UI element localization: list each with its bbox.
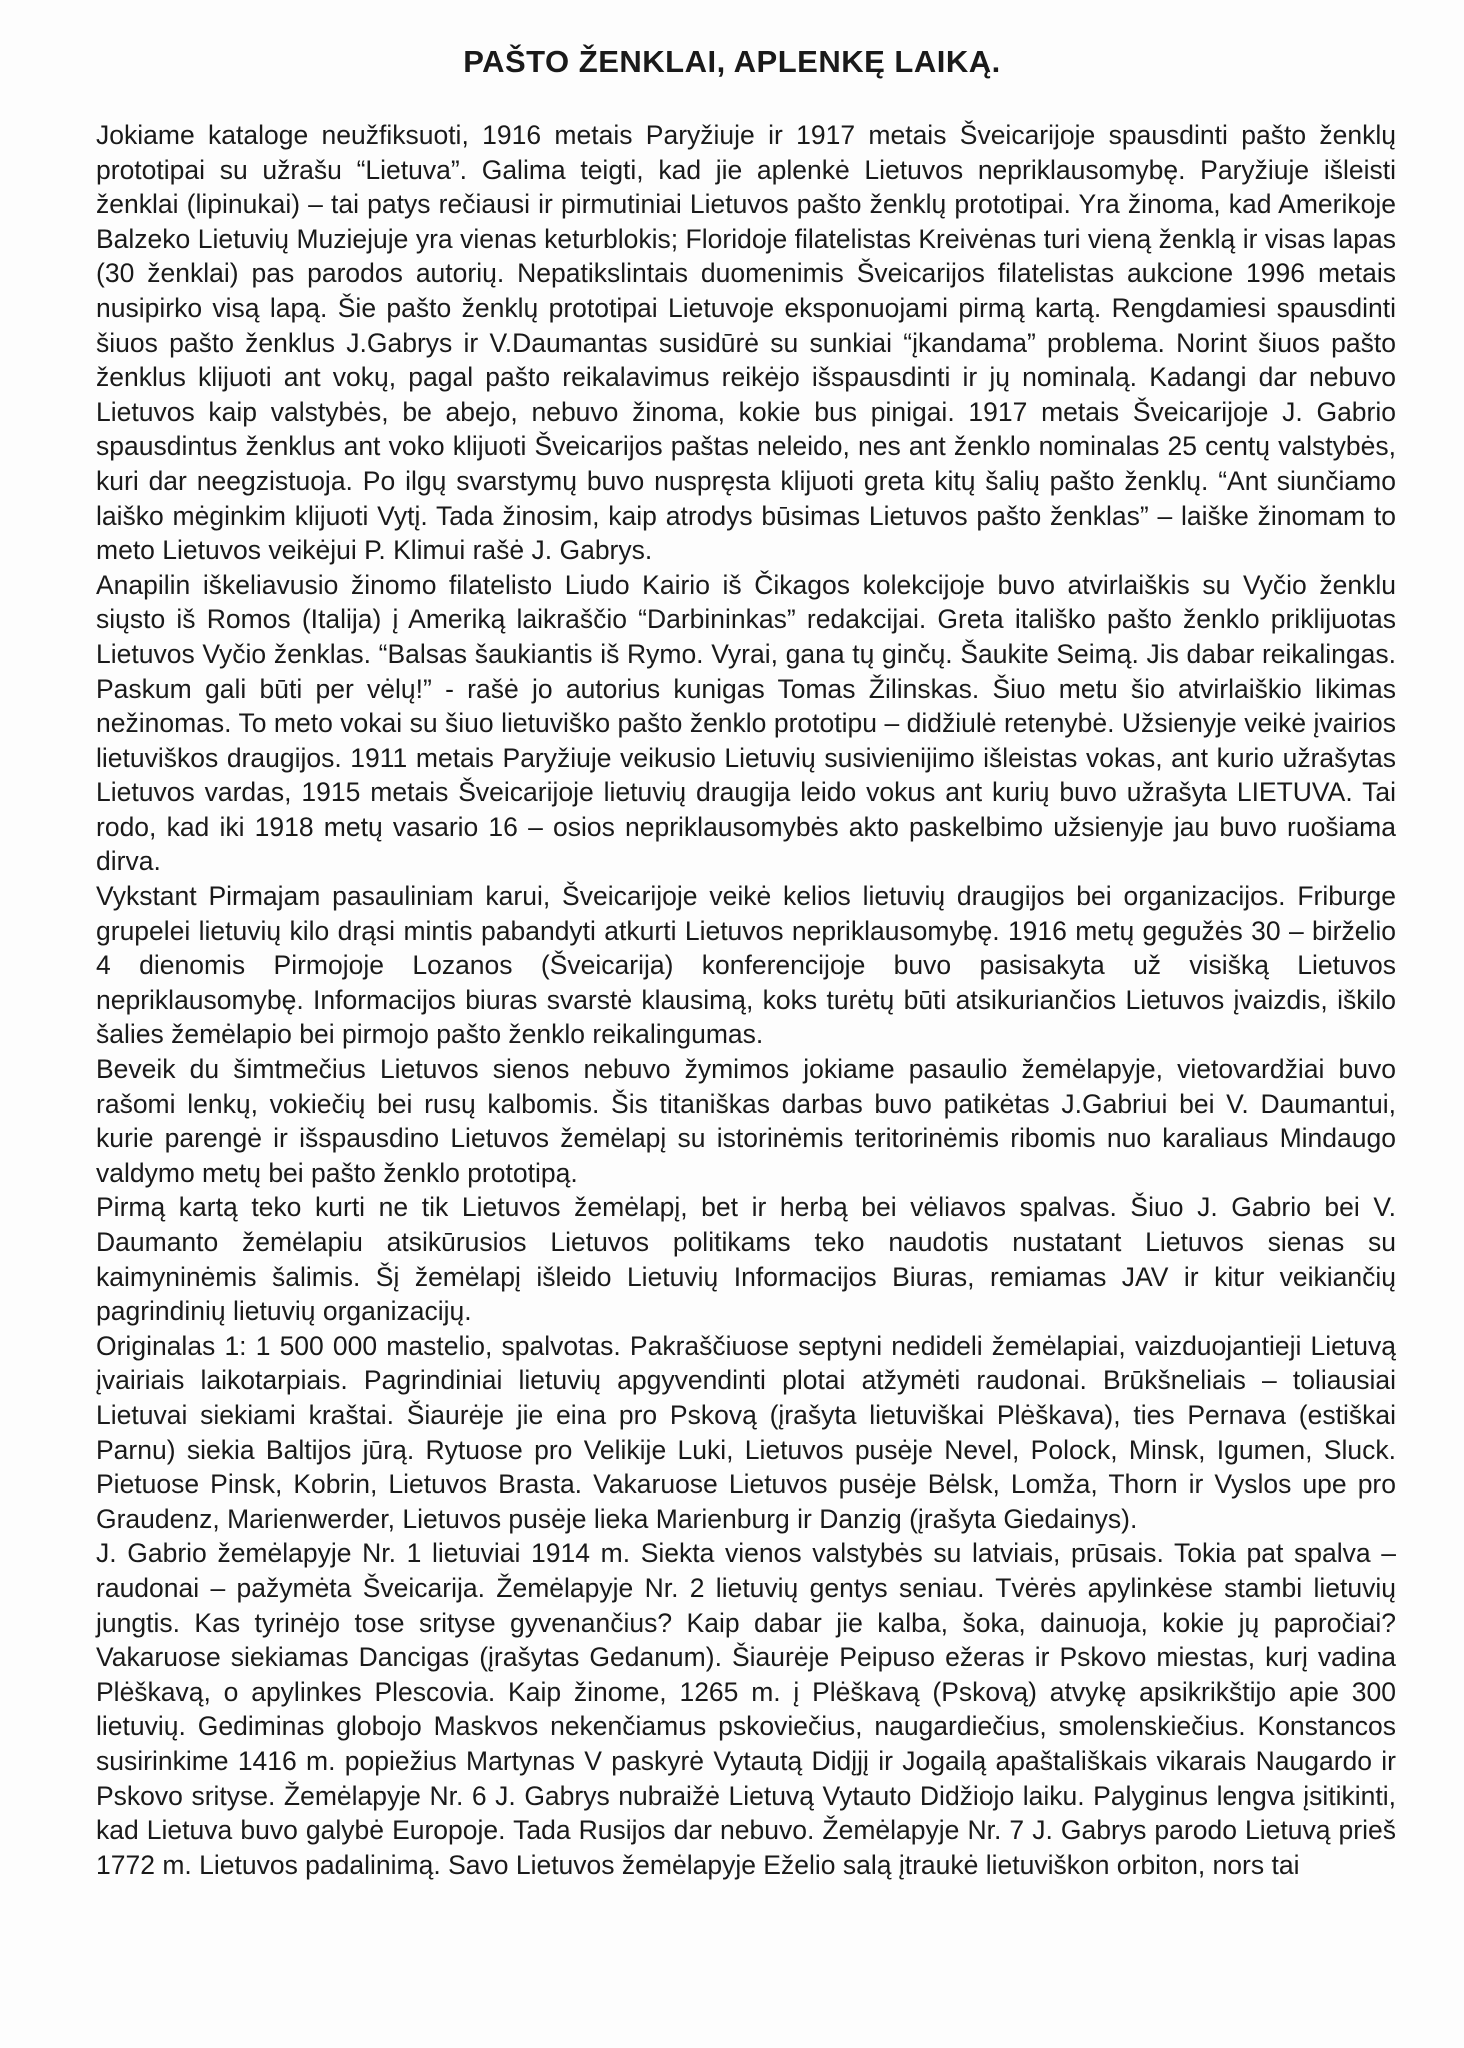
paragraph-6: Originalas 1: 1 500 000 mastelio, spalvotas. Pakraščiuose septyni nedideli žemėlapiai, vaizduojantieji Lietuvą įvairiais laikotarpiais. Pagrindiniai lietuvių apgyvendinti plotai atžymėti raudonai. Brūkšneliais – toliausiai Lietuvai siekiami kraštai. Šiaurėje jie eina pro Pskovą (įrašyta lietuviškai Plėškava), ties Pernava (estiškai Parnu) siekia Baltijos jūrą. Rytuose pro Velikije Luki, Lietuvos pusėje Nevel, Polock, Minsk, Igumen, Sluck. Pietuose Pinsk, Kobrin, Lietuvos Brasta. Vakaruose Lietuvos pusėje Bėlsk, Lomža, Thorn ir Vyslos upe pro Graudenz, Marienwerder, Lietuvos pusėje lieka Marienburg ir Danzig (įrašyta Giedainys). — [96, 1330, 1396, 1534]
paragraph-1: Jokiame kataloge neužfiksuoti, 1916 metais Paryžiuje ir 1917 metais Šveicarijoje spausdinti pašto ženklų prototipai su užrašu “Lietuva”. Galima teigti, kad jie aplenkė Lietuvos nepriklausomybę. Paryžiuje išleisti ženklai (lipinukai) – tai patys rečiausi ir pirmutiniai Lietuvos pašto ženklų prototipai. Yra žinoma, kad Amerikoje Balzeko Lietuvių Muziejuje yra vienas keturblokis; Floridoje filatelistas Kreivėnas turi vieną ženklą ir visas lapas (30 ženklai) pas parodos autorių. Nepatikslintais duomenimis Šveicarijos filatelistas aukcione 1996 metais nusipirko visą lapą. Šie pašto ženklų prototipai Lietuvoje eksponuojami pirmą kartą. Rengdamiesi spausdinti šiuos pašto ženklus J.Gabrys ir V.Daumantas susidūrė su sunkiai “įkandama” problema. Norint šiuos pašto ženklus klijuoti ant vokų, pagal pašto reikalavimus reikėjo išspausdinti ir jų nominalą. Kadangi dar nebuvo Lietuvos kaip valstybės, be abejo, nebuvo žinoma, kokie bus pinigai. 1917 metais Šveicarijoje J. Gabrio spausdintus ženklus ant voko klijuoti Šveicarijos paštas neleido, nes ant ženklo nominalas 25 centų valstybės, kuri dar neegzistuoja. Po ilgų svarstymų buvo nuspręsta klijuoti greta kitų šalių pašto ženklų. “Ant siunčiamo laiško mėginkim klijuoti Vytį. Tada žinosim, kaip atrodys būsimas Lietuvos pašto ženklas” – laiške žinomam to meto Lietuvos veikėjui P. Klimui rašė J. Gabrys. — [96, 120, 1396, 566]
page-title: PAŠTO ŽENKLAI, APLENKĘ LAIKĄ. — [463, 44, 1001, 79]
paragraph-4: Beveik du šimtmečius Lietuvos sienos nebuvo žymimos jokiame pasaulio žemėlapyje, vietovardžiai buvo rašomi lenkų, vokiečių bei rusų kalbomis. Šis titaniškas darbas buvo patikėtas J.Gabriui bei V. Daumantui, kurie parengė ir išspausdino Lietuvos žemėlapį su istorinėmis teritorinėmis ribomis nuo karaliaus Mindaugo valdymo metų bei pašto ženklo prototipą. — [96, 1054, 1396, 1188]
paragraph-7: J. Gabrio žemėlapyje Nr. 1 lietuviai 1914 m. Siekta vienos valstybės su latviais, prūsais. Tokia pat spalva – raudonai – pažymėta Šveicarija. Žemėlapyje Nr. 2 lietuvių gentys seniau. Tvėrės apylinkėse stambi lietuvių jungtis. Kas tyrinėjo tose srityse gyvenančius? Kaip dabar jie kalba, šoka, dainuoja, kokie jų papročiai? Vakaruose siekiamas Dancigas (įrašytas Gedanum). Šiaurėje Peipuso ežeras ir Pskovo miestas, kurį vadina Plėškavą, o apylinkes Plescovia. Kaip žinome, 1265 m. į Plėškavą (Pskovą) atvykę apsikrikštijo apie 300 lietuvių. Gediminas globojo Maskvos nekenčiamus pskoviečius, naugardiečius, smolenskiečius. Konstancos susirinkime 1416 m. popiežius Martynas V paskyrė Vytautą Didįjį ir Jogailą apaštališkais vikarais Naugardo ir Pskovo srityse. Žemėlapyje Nr. 6 J. Gabrys nubraižė Lietuvą Vytauto Didžiojo laiku. Palyginus lengva įsitikinti, kad Lietuva buvo galybė Europoje. Tada Rusijos dar nebuvo. Žemėlapyje Nr. 7 J. Gabrys parodo Lietuvą prieš 1772 m. Lietuvos padalinimą. Savo Lietuvos žemėlapyje Eželio salą įtraukė lietuviškon orbiton, nors tai — [96, 1538, 1396, 1880]
paragraph-5: Pirmą kartą teko kurti ne tik Lietuvos žemėlapį, bet ir herbą bei vėliavos spalvas. Šiuo J. Gabrio bei V. Daumanto žemėlapiu atsikūrusios Lietuvos politikams teko naudotis nustatant Lietuvos sienas su kaimyninėmis šalimis. Šį žemėlapį išleido Lietuvių Informacijos Biuras, remiamas JAV ir kitur veikiančių pagrindinių lietuvių organizacijų. — [96, 1192, 1396, 1327]
article-body — [96, 118, 1396, 1882]
paragraph-3: Vykstant Pirmajam pasauliniam karui, Šveicarijoje veikė kelios lietuvių draugijos bei organizacijos. Friburge grupelei lietuvių kilo drąsi mintis pabandyti atkurti Lietuvos nepriklausomybę. 1916 metų gegužės 30 – birželio 4 dienomis Pirmojoje Lozanos (Šveicarija) konferencijoje buvo pasisakyta už visišką Lietuvos nepriklausomybę. Informacijos biuras svarstė klausimą, koks turėtų būti atsikuriančios Lietuvos įvaizdis, iškilo šalies žemėlapio bei pirmojo pašto ženklo reikalingumas. — [96, 881, 1396, 1050]
paragraph-2: Anapilin iškeliavusio žinomo filatelisto Liudo Kairio iš Čikagos kolekcijoje buvo atvirlaiškis su Vyčio ženklu siųsto iš Romos (Italija) į Ameriką laikraščio “Darbininkas” redakcijai. Greta itališko pašto ženklo priklijuotas Lietuvos Vyčio ženklas. “Balsas šaukiantis iš Rymo. Vyrai, gana tų ginčų. Šaukite Seimą. Jis dabar reikalingas. Paskum gali būti per vėlų!” - rašė jo autorius kunigas Tomas Žilinskas. Šiuo metu šio atvirlaiškio likimas nežinomas. To meto vokai su šiuo lietuviško pašto ženklo prototipu – didžiulė retenybė. Užsienyje veikė įvairios lietuviškos draugijos. 1911 metais Paryžiuje veikusio Lietuvių susivienijimo išleistas vokas, ant kurio užrašytas Lietuvos vardas, 1915 metais Šveicarijoje lietuvių draugija leido vokus ant kurių buvo užrašyta LIETUVA. Tai rodo, kad iki 1918 metų vasario 16 – osios nepriklausomybės akto paskelbimo užsienyje jau buvo ruošiama dirva. — [96, 569, 1396, 877]
